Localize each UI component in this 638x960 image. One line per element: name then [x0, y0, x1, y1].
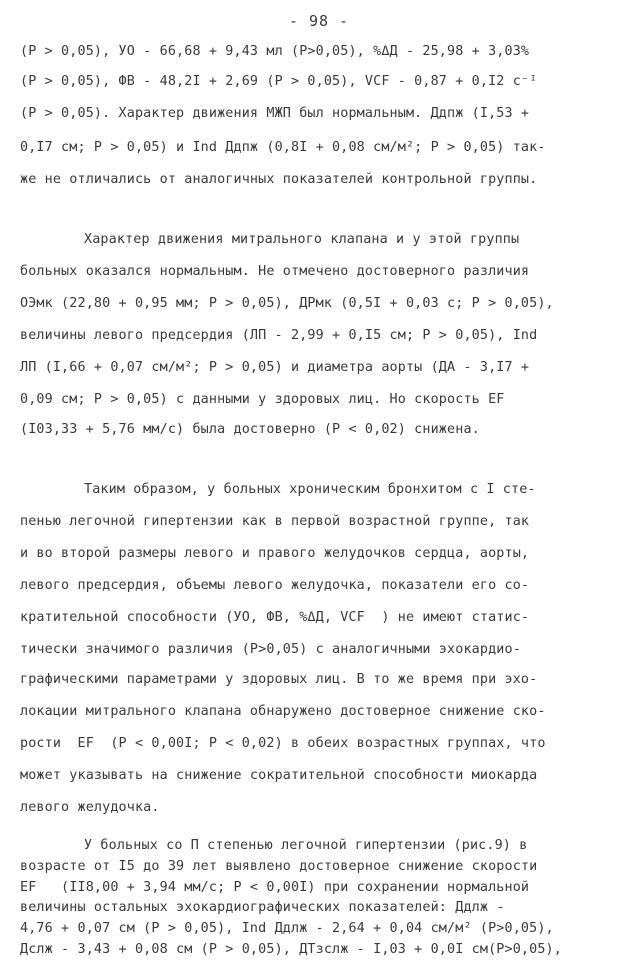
text-line: 0,I7 см; P > 0,05) и Ind Ддпж (0,8I + 0,08 см/м²; P > 0,05) так- [20, 140, 546, 155]
text-line: левого предсердия, объемы левого желудочка, показатели его со- [20, 578, 530, 593]
text-line: EF (II8,00 + 3,94 мм/с; P < 0,00I) при сохранении нормальной [20, 880, 530, 895]
text-line: (P > 0,05), ФВ - 48,2I + 2,69 (P > 0,05), VCF - 0,87 + 0,I2 с⁻ᴵ [20, 74, 538, 89]
text-line: величины остальных эхокардиографических показателей: Ддлж - [20, 900, 505, 915]
text-line: локации митрального клапана обнаружено достоверное снижение ско- [20, 704, 546, 719]
text-line: возрасте от I5 до 39 лет выявлено достоверное снижение скорости [20, 859, 538, 874]
text-line: 4,76 + 0,07 см (P > 0,05), Ind Ддлж - 2,64 + 0,04 см/м² (P>0,05), [20, 921, 554, 936]
text-line: ЛП (I,66 + 0,07 см/м²; P > 0,05) и диаметра аорты (ДА - 3,I7 + [20, 360, 530, 375]
text-line: Дслж - 3,43 + 0,08 см (P > 0,05), ДТзслж - I,03 + 0,0I см(P>0,05), [20, 942, 562, 957]
text-line: ОЭмк (22,80 + 0,95 мм; P > 0,05), ДРмк (0,5I + 0,03 с; P > 0,05), [20, 296, 554, 311]
text-line: (P > 0,05), УО - 66,68 + 9,43 мл (P>0,05), %ΔД - 25,98 + 3,03% [20, 44, 530, 59]
paragraph-first-line: Таким образом, у больных хроническим бронхитом с I сте- [84, 482, 536, 497]
text-line: больных оказался нормальным. Не отмечено достоверного различия [20, 264, 530, 279]
text-line: пенью легочной гипертензии как в первой возрастной группе, так [20, 514, 530, 529]
paragraph-first-line: У больных со П степенью легочной гипертензии (рис.9) в [84, 838, 528, 853]
text-line: и во второй размеры левого и правого желудочков сердца, аорты, [20, 546, 530, 561]
text-line: 0,09 см; P > 0,05) с данными у здоровых лиц. Но скорость EF [20, 392, 505, 407]
page-number: - 98 - [288, 12, 350, 30]
text-line: тически значимого различия (P>0,05) с аналогичными эхокардио- [20, 642, 521, 657]
text-line: может указывать на снижение сократительной способности миокарда [20, 768, 538, 783]
text-line: (I03,33 + 5,76 мм/с) была достоверно (P < 0,02) снижена. [20, 422, 480, 437]
text-line: кратительной способности (УО, ФВ, %ΔД, VCF ) не имеют статис- [20, 610, 530, 625]
text-line: левого желудочка. [20, 800, 160, 815]
text-line: же не отличались от аналогичных показателей контрольной группы. [20, 172, 538, 187]
paragraph-first-line: Характер движения митрального клапана и у этой группы [84, 232, 520, 247]
text-line: (P > 0,05). Характер движения МЖП был нормальным. Ддпж (I,53 + [20, 106, 530, 121]
text-line: графическими параметрами у здоровых лиц. В то же время при эхо- [20, 672, 538, 687]
text-line: рости EF (P < 0,00I; P < 0,02) в обеих возрастных группах, что [20, 736, 546, 751]
text-line: величины левого предсердия (ЛП - 2,99 + 0,I5 см; P > 0,05), Ind [20, 328, 538, 343]
